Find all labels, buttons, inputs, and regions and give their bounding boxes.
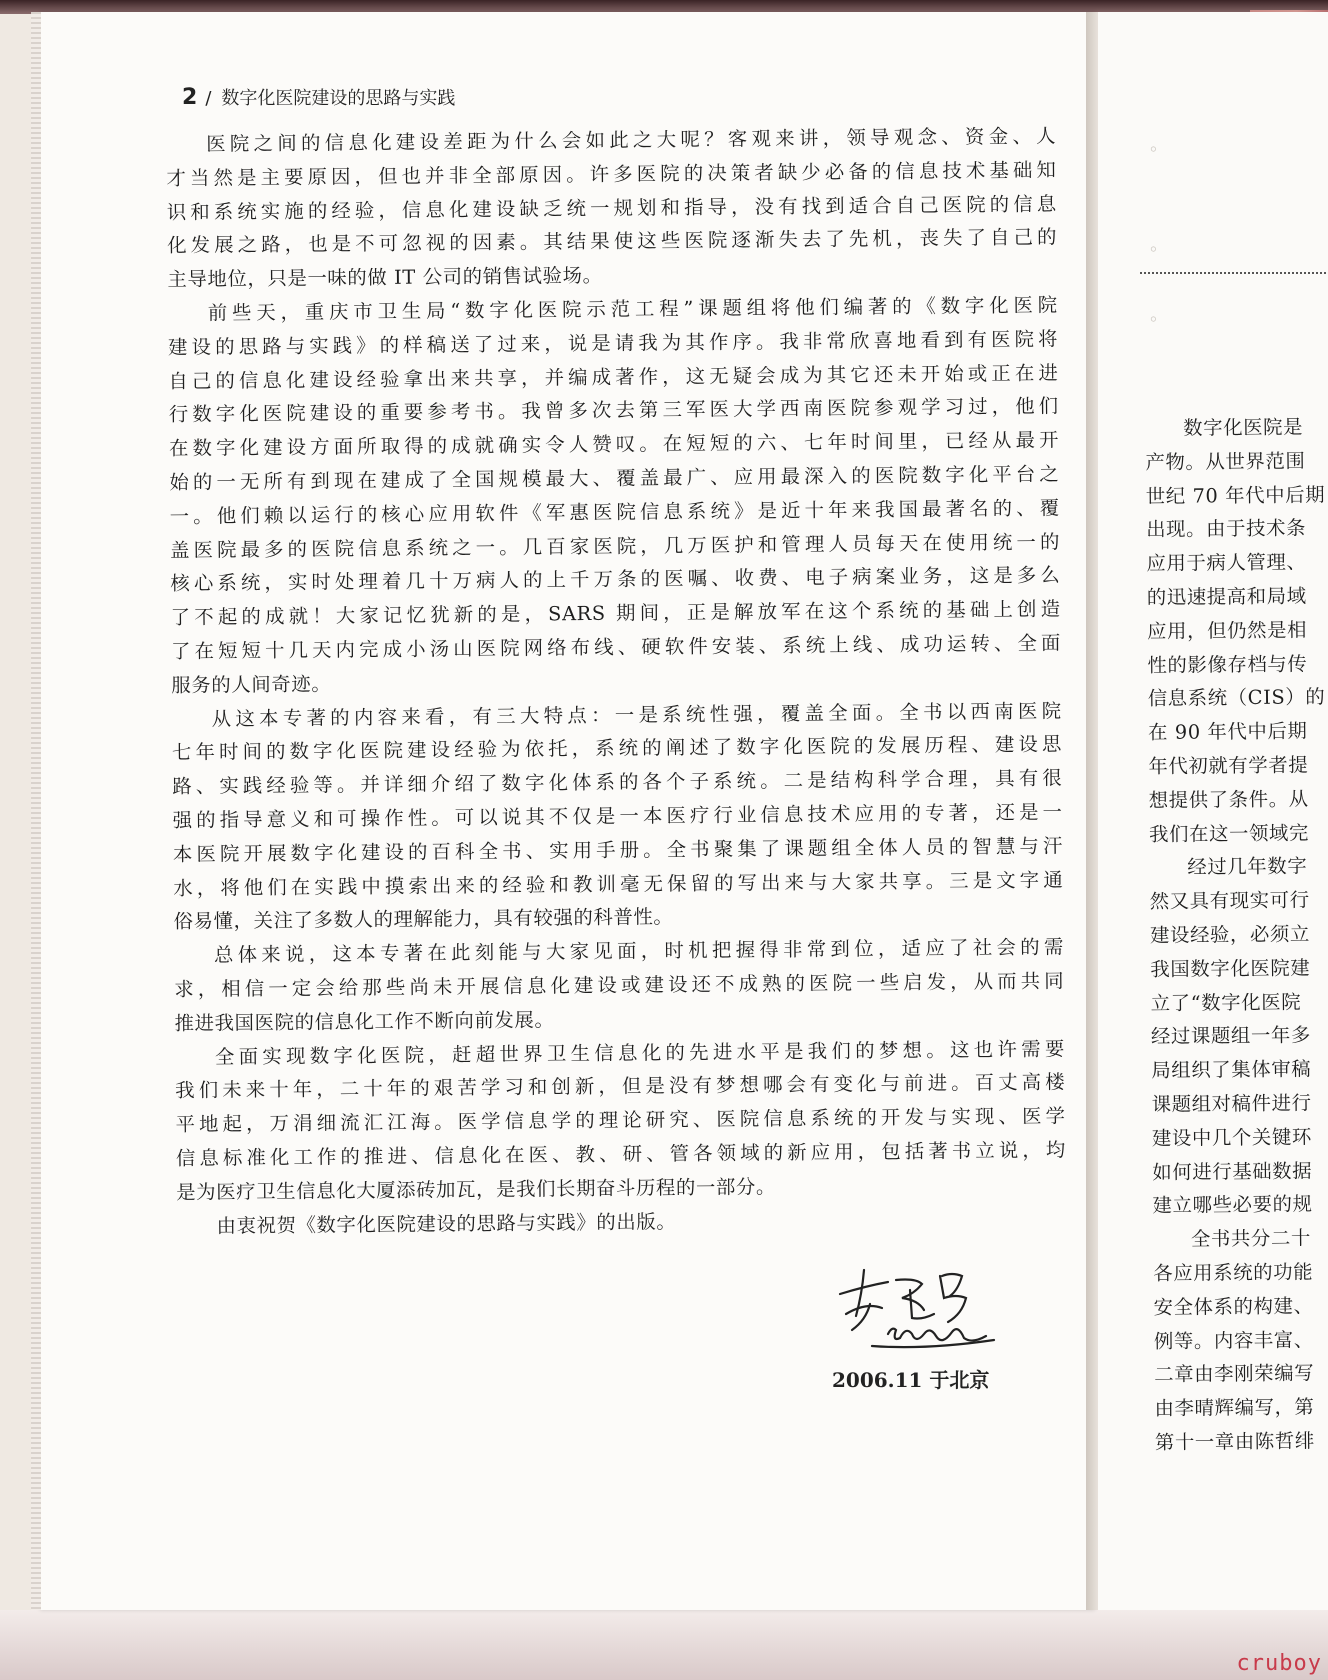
text-line: 盖医院最多的医院信息系统之一。几百家医院，几万医护和管理人员每天在使用统一的 xyxy=(169,530,1061,562)
right-page-text-line: 安全体系的构建、 xyxy=(1153,1294,1314,1319)
text-line: 始的一无所有到现在建成了全国规模最大、覆盖最广、应用最深入的医院数字化平台之 xyxy=(169,462,1060,494)
right-page-text-line: 我们在这一领域完 xyxy=(1148,821,1310,846)
page-number: 2 xyxy=(182,85,198,110)
right-page-text-line: 各应用系统的功能 xyxy=(1153,1260,1314,1285)
right-page-text-line: 在 90 年代中后期 xyxy=(1147,719,1308,745)
right-page-text-line: 经过几年数字 xyxy=(1187,854,1308,879)
text-line: 服务的人间奇迹。 xyxy=(171,672,332,697)
right-page-text-line: 课题组对稿件进行 xyxy=(1151,1091,1312,1116)
text-line: 推进我国医院的信息化工作不断向前发展。 xyxy=(174,1008,555,1035)
right-page-text-line: 建立哪些必要的规 xyxy=(1152,1192,1313,1218)
right-page-text-line: 想提供了条件。从 xyxy=(1148,787,1309,812)
text-line: 全面实现数字化医院，赶超世界卫生信息化的先进水平是我们的梦想。这也许需要 xyxy=(214,1036,1065,1069)
right-page-text-line: 应用于病人管理、 xyxy=(1146,550,1307,576)
right-page-text-line: 性的影像存档与传 xyxy=(1147,652,1308,677)
right-page-text-line: 的迅速提高和局域 xyxy=(1146,584,1307,609)
text-line: 平地起，万涓细流汇江海。医学信息学的理论研究、医院信息系统的开发与实现、医学 xyxy=(175,1104,1066,1137)
right-page-text-line: 然又具有现实可行 xyxy=(1149,888,1310,914)
text-line: 是为医疗卫生信息化大厦添砖加瓦，是我们长期奋斗历程的一部分。 xyxy=(176,1174,777,1204)
right-page-faint-line: 。 xyxy=(1149,133,1169,156)
right-page-text-line: 建设经验，必须立 xyxy=(1149,922,1311,947)
handwritten-signature xyxy=(826,1264,1006,1354)
right-page-text-line: 我国数字化医院建 xyxy=(1150,956,1311,981)
preface-body xyxy=(166,119,1067,1243)
text-line: 路、实践经验等。并详细介绍了数字化体系的各个子系统。二是结构科学合理，具有很 xyxy=(172,766,1063,799)
right-page-faint-line: 。 xyxy=(1149,233,1169,256)
right-page-text-line: 产物。从世界范围 xyxy=(1145,449,1306,474)
right-page-text-line: 信息系统（CIS）的 xyxy=(1147,685,1326,711)
text-line: 行数字化医院建设的重要参考书。我曾多次去第三军医大学西南医院参观学习过，他们 xyxy=(168,394,1059,427)
text-line: 本医院开展数字化建设的百科全书、实用手册。全书聚集了课题组全体人员的智慧与汗 xyxy=(172,834,1064,866)
right-page-text-line: 出现。由于技术条 xyxy=(1146,516,1307,542)
right-page-text-line: 例等。内容丰富、 xyxy=(1153,1327,1314,1353)
right-page-text-line: 如何进行基础数据 xyxy=(1152,1158,1313,1184)
text-line: 强的指导意义和可操作性。可以说其不仅是一本医疗行业信息技术应用的专著，还是一 xyxy=(172,800,1063,832)
text-line: 从这本专著的内容来看，有三大特点：一是系统性强，覆盖全面。全书以西南医院 xyxy=(211,698,1062,731)
text-line: 水，将他们在实践中摸索出来的经验和教训毫无保留的写出来与大家共享。三是文字通 xyxy=(173,867,1064,900)
right-page-text-line: 立了“数字化医院 xyxy=(1150,990,1302,1015)
text-line: 核心系统，实时处理着几十万病人的上千万条的医嘱、收费、电子病案业务，这是多么 xyxy=(170,563,1061,596)
right-page-text-line: 二章由李刚荣编写 xyxy=(1154,1361,1315,1387)
text-line: 建设的思路与实践》的样稿送了过来，说是请我为其作序。我非常欣喜地看到有医院将 xyxy=(167,327,1059,359)
text-line: 了在短短十几天内完成小汤山医院网络布线、硬软件安装、系统上线、成功运转、全面 xyxy=(170,631,1062,663)
text-line: 求，相信一定会给那些尚未开展信息化建设或建设还不成熟的医院一些启发，从而共同 xyxy=(174,969,1065,1001)
text-line: 俗易懂，关注了多数人的理解能力，具有较强的科普性。 xyxy=(173,905,674,934)
text-line: 信息标准化工作的推进、信息化在医、教、研、管各领域的新应用，包括著书立说，均 xyxy=(175,1138,1066,1170)
right-page-text-line: 世纪 70 年代中后期 xyxy=(1145,482,1326,508)
dotted-rule xyxy=(1140,272,1328,274)
text-line: 前些天，重庆市卫生局“数字化医院示范工程”课题组将他们编著的《数字化医院 xyxy=(207,293,1058,325)
right-page-text-line: 年代初就有学者提 xyxy=(1148,753,1309,778)
right-page-faint-line: 。 xyxy=(1149,303,1169,326)
right-page-text-line: 建设中几个关键环 xyxy=(1151,1125,1313,1150)
right-page-text-line: 经过课题组一年多 xyxy=(1150,1023,1312,1049)
text-line: 主导地位，只是一味的做 IT 公司的销售试验场。 xyxy=(167,264,603,292)
watermark: cruboy xyxy=(1236,1651,1322,1676)
text-line: 自己的信息化建设经验拿出来共享，并编成著作，这无疑会成为其它还未开始或正在进 xyxy=(168,361,1059,393)
right-page-text-line: 第十一章由陈哲绯 xyxy=(1154,1429,1315,1454)
text-line: 才当然是主要原因，但也并非全部原因。许多医院的决策者缺少必备的信息技术基础知 xyxy=(166,158,1057,190)
text-line: 由衷祝贺《数字化医院建设的思路与实践》的出版。 xyxy=(216,1209,677,1238)
right-page-text-line: 全书共分二十 xyxy=(1190,1226,1312,1251)
text-line: 了不起的成就！大家记忆犹新的是，SARS 期间，正是解放军在这个系统的基础上创造 xyxy=(170,597,1061,630)
right-page-text-line: 由李晴辉编写，第 xyxy=(1154,1395,1315,1421)
text-line: 识和系统实施的经验，信息化建设缺乏统一规划和指导，没有找到适合自己医院的信息 xyxy=(166,192,1057,224)
right-page-text-line: 局组织了集体审稿 xyxy=(1151,1057,1312,1083)
text-line: 总体来说，这本专著在此刻能与大家见面，时机把握得非常到位，适应了社会的需 xyxy=(213,935,1065,967)
running-header xyxy=(182,84,455,110)
header-separator: / xyxy=(205,88,212,109)
text-line: 七年时间的数字化医院建设经验为依托，系统的阐述了数字化医院的发展历程、建设思 xyxy=(171,732,1063,765)
right-page-text-line: 应用，但仍然是相 xyxy=(1146,618,1308,643)
signature-date-place: 2006.11 于北京 xyxy=(832,1368,990,1392)
text-line: 在数字化建设方面所取得的成就确实令人赞叹。在短短的六、七年时间里，已经从最开 xyxy=(168,428,1060,461)
text-line: 我们未来十年，二十年的艰苦学习和创新，但是没有梦想哪会有变化与前进。百丈高楼 xyxy=(175,1070,1066,1103)
right-page-body xyxy=(1145,410,1328,1460)
book-title: 数字化医院建设的思路与实践 xyxy=(221,88,456,109)
right-page-text-line: 数字化医院是 xyxy=(1183,415,1304,440)
text-line: 一。他们赖以运行的核心应用软件《军惠医院信息系统》是近十年来我国最著名的、覆 xyxy=(169,496,1060,528)
scanner-bottom-edge xyxy=(0,1610,1328,1680)
text-line: 医院之间的信息化建设差距为什么会如此之大呢？客观来讲，领导观念、资金、人 xyxy=(206,124,1057,156)
text-line: 化发展之路，也是不可忽视的因素。其结果使这些医院逐渐失去了先机，丧失了自己的 xyxy=(167,225,1058,258)
